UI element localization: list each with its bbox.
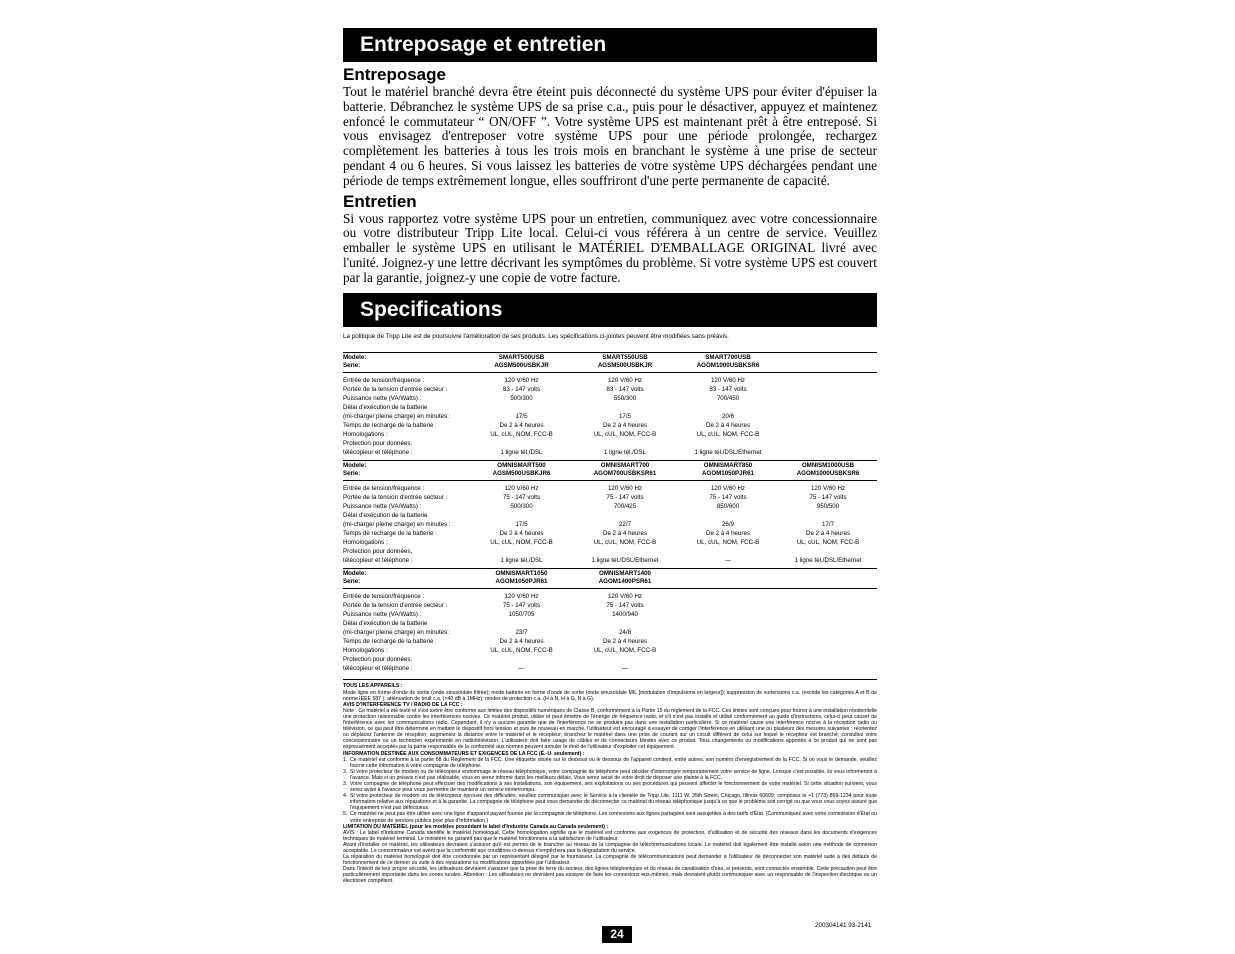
spec-row-protect1 xyxy=(343,440,877,449)
spec-row-label: Temps de recharge de la batterie : xyxy=(343,637,437,645)
spec-row-label: Homologations : xyxy=(343,646,388,654)
spec-row-label: Protection pour données, xyxy=(343,439,413,447)
spec-cell-range: 75 - 147 volts xyxy=(502,494,541,502)
spec-cell-approvals: UL, cUL, NOM, FCC-B xyxy=(593,646,657,654)
spec-cell-empty xyxy=(573,620,677,629)
spec-cell-model: SMART700USB xyxy=(677,352,779,362)
spec-cell-empty xyxy=(779,578,877,588)
spec-cell-series: AGSM500USBKJR6 xyxy=(470,470,573,480)
spec-row-protection xyxy=(343,449,877,460)
spec-cell-range: 75 - 147 volts xyxy=(606,602,644,610)
spec-row-range xyxy=(343,494,877,503)
spec-row-label: Entrée de tension/fréquence : xyxy=(343,485,425,493)
spec-cell-empty xyxy=(779,449,877,460)
spec-row-protection xyxy=(343,557,877,568)
consumer-info-item xyxy=(343,811,877,823)
spec-cell-empty xyxy=(677,665,779,676)
spec-row-approvals xyxy=(343,647,877,656)
spec-row-label: télécopieur et téléphone : xyxy=(343,664,413,672)
spec-cell-voltage: 120 V/60 Hz xyxy=(607,593,643,601)
spec-row-range xyxy=(343,386,877,395)
spec-row-runtime1 xyxy=(343,512,877,521)
spec-cell-empty xyxy=(779,431,877,440)
spec-cell-empty xyxy=(779,395,877,404)
spec-cell-empty xyxy=(779,404,877,413)
spec-cell-protection: 1 ligne tél./DSL/Ethernet xyxy=(794,556,862,564)
spec-cell-voltage: 120 V/60 Hz xyxy=(710,485,746,493)
spec-cell-empty xyxy=(677,647,779,656)
spec-row-range xyxy=(343,602,877,611)
spec-cell-empty xyxy=(779,638,877,647)
consumer-info-text: Votre compagnie de téléphone peut effectuer des modifications à ses installations, son équipement, ses exploitations ou ses procédures qui peuvent affecter le fonctionnement de votre matériel. Si cette situation survient, vous serez avisé à l'avance pour vous permettre de maintenir un service ininterrompu. xyxy=(350,780,877,794)
spec-cell-approvals: UL, cUL, NOM, FCC-B xyxy=(696,538,760,546)
spec-cell-empty xyxy=(677,620,779,629)
specifications-table xyxy=(343,352,877,676)
spec-row-series xyxy=(343,362,877,372)
spec-row-label: Entrée de tension/fréquence : xyxy=(343,377,425,385)
spec-cell-model: OMNISM1000USB xyxy=(779,460,877,470)
spec-row-label: Portée de la tension d'entrée secteur : xyxy=(343,494,448,502)
spec-cell-series: AGOM1400PSR61 xyxy=(573,578,677,588)
spec-cell-power: 700/425 xyxy=(613,503,637,511)
spec-cell-empty xyxy=(677,656,779,665)
consumer-info-number: 2. xyxy=(343,768,348,775)
fcc-text: Note : Ce matériel a été testé et s'est avéré être conforme aux limites des dispositifs numériques de Classe B, conformément à la Partie 15 du règlement de la FCC. Ces limites sont conçues pour fournir à une installation résidentielle une protection raisonnable contre les interférences nocives. Ce matériel produit, utilise et peut émettre de l'énergie de fréquence radio, et s'il n'est pas installé et utilisé conformément au guide d'instructions, celui-ci peut causer de l'interférence avec les communications radio. Cependant, il n'y a aucune garantie que de l'interférence ne se produira pas dans une installation particulière. Si ce matériel cause une interférence nocive à la réception radio ou télévision, ce qui peut être déterminé en mettant le dispositif hors tension et puis de nouveau en marche, l'utilisateur est encouragé à essayer de corriger l'interférence en utilisant une ou plusieurs des mesures suivantes : réorientez ou déplacez l'antenne de réception; augmentez la distance entre le matériel et le récepteur; branchez le matériel dans une prise de courant sur un circuit différent de celui sur lequel le récepteur est branché; consultez votre concessionnaire ou un technicien expérimenté en radio/télévision. L'utilisateur doit faire usage de câbles et de connecteurs blindés avec ce produit. Tous changements ou modifications apportés à ce produit qui ne sont pas expressément acceptés par la partie responsable de la conformité aux normes peuvent annuler le droit de l'utilisateur d'exploiter cet équipement. xyxy=(343,707,877,751)
spec-cell-empty xyxy=(677,512,779,521)
spec-row-recharge xyxy=(343,422,877,431)
spec-cell-empty xyxy=(779,422,877,431)
spec-cell-model: OMNISMART700 xyxy=(573,460,677,470)
spec-cell-series: AGOM700USBKSR61 xyxy=(573,470,677,480)
spec-row-label: Homologations : xyxy=(343,538,388,546)
service-paragraph: Si vous rapportez votre système UPS pour un entretien, communiquez avec votre concessionnaire ou votre distributeur Tripp Lite local. Celui-ci vous référera à un centre de service. Veuillez emballer le système UPS en utilisant le MATÉRIEL D'EMBALLAGE ORIGINAL livré avec l'unité. Joignez-y une lettre décrivant les symptômes du problème. Si votre système UPS est couvert par la garantie, joignez-y une copie de votre facture. xyxy=(343,210,877,285)
spec-cell-recharge: De 2 à 4 heures xyxy=(499,421,544,429)
spec-cell-empty xyxy=(470,548,573,557)
canada-info-list xyxy=(343,830,877,885)
spec-cell-empty xyxy=(677,602,779,611)
spec-row-label: (mi-charge/ pleine charge) en minutes : xyxy=(343,413,451,420)
spec-cell-recharge: De 2 à 4 heures xyxy=(602,637,648,645)
spec-cell-recharge: De 2 à 4 heures xyxy=(705,421,751,429)
spec-cell-protection: 1 ligne tél./DSL xyxy=(500,448,543,456)
page-content xyxy=(343,28,877,885)
spec-cell-runtime: 17/5 xyxy=(515,520,528,528)
spec-row-runtime xyxy=(343,521,877,530)
spec-row-approvals xyxy=(343,539,877,548)
consumer-info-title: INFORMATION DESTINÉE AUX CONSOMMATEURS ET EXIGENCES DE LA FCC (É.-U. seulement) : xyxy=(343,750,585,757)
spec-cell-approvals: UL, cUL, NOM, FCC-B xyxy=(796,538,860,546)
spec-row-power xyxy=(343,611,877,620)
spec-cell-series: AGOM1050PJR61 xyxy=(677,470,779,480)
spec-cell-empty xyxy=(779,629,877,638)
spec-cell-recharge: De 2 à 4 heures xyxy=(499,529,544,537)
spec-cell-approvals: UL, cUL, NOM, FCC-B xyxy=(593,538,657,546)
spec-cell-series: AGOM1050PJR61 xyxy=(470,578,573,588)
spec-row-protect1 xyxy=(343,548,877,557)
spec-row-voltage xyxy=(343,373,877,386)
spec-cell-empty xyxy=(779,665,877,676)
spec-cell-range: 75 - 147 volts xyxy=(709,494,747,502)
spec-cell-empty xyxy=(677,629,779,638)
spec-cell-runtime: 22/7 xyxy=(618,520,632,528)
spec-cell-empty xyxy=(470,440,573,449)
spec-cell-empty xyxy=(677,589,779,602)
spec-row-label: Puissance nette (VA/Watts) : xyxy=(343,503,422,511)
spec-row-label: Délai d'exécution de la batterie xyxy=(343,404,428,412)
spec-cell-model: OMNISMART1050 xyxy=(470,568,573,578)
spec-cell-empty xyxy=(470,404,573,413)
spec-cell-approvals: UL, cUL, NOM, FCC-B xyxy=(490,430,553,438)
spec-row-runtime1 xyxy=(343,620,877,629)
spec-cell-power: 1400/940 xyxy=(612,611,638,619)
spec-cell-empty xyxy=(573,512,677,521)
spec-cell-empty xyxy=(779,611,877,620)
spec-row-label: Portée de la tension d'entrée secteur : xyxy=(343,386,448,394)
consumer-info-text: Si votre protecteur de modem ou de télécopieur endommage le réseau téléphonique, votre compagnie de téléphone peut décider d'interrompre temporairement votre service de ligne. Lorsque c'est possible, ils vous informeront à l'avance. Mais si un préavis n'est pas réalisable, vous en serez informé dans les meilleurs délais. Vous serez avisé de votre droit de déposer une plainte à la FCC. xyxy=(350,768,877,781)
spec-cell-voltage: 120 V/60 Hz xyxy=(810,485,846,493)
spec-row-model xyxy=(343,460,877,470)
spec-cell-runtime: 20/6 xyxy=(721,413,735,420)
spec-row-label: Puissance nette (VA/Watts) : xyxy=(343,611,422,619)
spec-cell-series: AGOM1000USBKSR6 xyxy=(779,470,877,480)
spec-cell-empty xyxy=(779,589,877,602)
spec-cell-protection: 1 ligne tél./DSL xyxy=(604,448,646,456)
spec-row-label: télécopieur et téléphone : xyxy=(343,448,413,456)
spec-cell-series: AGOM1000USBKSR6 xyxy=(677,362,779,372)
spec-cell-voltage: 120 V/60 Hz xyxy=(504,593,539,601)
spec-row-protect1 xyxy=(343,656,877,665)
spec-cell-range: 75 - 147 volts xyxy=(502,602,541,610)
spec-cell-protection: — xyxy=(621,664,629,672)
storage-paragraph: Tout le matériel branché devra être éteint puis déconnecté du système UPS pour éviter d'épuiser la batterie. Débranchez le système UPS de sa prise c.a., puis pour le désactiver, appuyez et maintenez enfoncé le commutateur “ ON/OFF ”. Votre système UPS est maintenant prêt à être entreposé. Si vous envisagez d'entreposer votre système UPS pour une période prolongée, rechargez complètement les batteries à tous les trois mois en branchant le système à une prise de secteur pendant 4 ou 6 heures. Si vous laissez les batteries de votre système UPS déchargées pendant une période de temps extrêmement longue, elles souffriront d'une perte permanente de capacité. xyxy=(343,84,877,188)
spec-cell-empty xyxy=(779,602,877,611)
spec-row-recharge xyxy=(343,638,877,647)
spec-cell-empty xyxy=(779,386,877,395)
spec-cell-approvals: UL, cUL, NOM, FCC-B xyxy=(490,646,553,654)
spec-cell-recharge: De 2 à 4 heures xyxy=(602,529,648,537)
spec-row-label: Protection pour données, xyxy=(343,655,413,663)
spec-cell-empty xyxy=(779,620,877,629)
spec-cell-empty xyxy=(779,647,877,656)
spec-cell-runtime: 26/9 xyxy=(721,520,735,528)
spec-cell-power: 550/300 xyxy=(613,395,637,403)
spec-row-label: Temps de recharge de la batterie : xyxy=(343,421,437,429)
spec-row-label: télécopieur et téléphone : xyxy=(343,556,413,564)
spec-row-label: (mi-charge/ pleine charge) en minutes : xyxy=(343,520,451,528)
spec-cell-empty xyxy=(779,413,877,422)
spec-cell-model: SMART550USB xyxy=(573,352,677,362)
consumer-info-number: 3. xyxy=(343,780,348,787)
spec-cell-empty xyxy=(779,440,877,449)
spec-cell-empty xyxy=(573,440,677,449)
spec-cell-series: AGSM500USBKJR xyxy=(573,362,677,372)
spec-cell-empty xyxy=(573,548,677,557)
regulatory-notes xyxy=(343,679,877,884)
spec-cell-range: 83 - 147 volts xyxy=(502,386,541,394)
spec-row-label: Modele: xyxy=(343,352,470,362)
spec-cell-protection: 1 ligne tél./DSL/Ethernet xyxy=(694,448,762,456)
consumer-info-text: Ce matériel ne peut pas être utilisé avec une ligne d'appareil payant fournie par la compagnie de téléphone. Les connexions aux lignes partagées sont assujetties à des tarifs d'État. (Communiquez avec votre commission d'État ou votre entreprise de services publics pour plus d'information.) xyxy=(350,811,877,824)
spec-cell-empty xyxy=(677,611,779,620)
spec-row-label: Serie: xyxy=(343,362,470,372)
spec-cell-empty xyxy=(779,373,877,386)
spec-cell-protection: — xyxy=(518,664,525,672)
canada-paragraph: La réparation du matériel homologué doit être coordonnée par un représentant désigné par le fournisseur. La compagnie de télécommunications peut demander à l'utilisateur de déconnecter son matériel suite à des défauts de fonctionnement de ce dernier ou suite à des réparations ou modifications apportées par l'utilisateur. xyxy=(343,854,877,867)
spec-row-runtime xyxy=(343,629,877,638)
canada-title: LIMITATION DU MATÉRIEL (pour les modèles possédant le label d'Industrie Canada au Canada seulement) : xyxy=(343,823,609,830)
service-heading: Entretien xyxy=(343,191,417,211)
specifications-banner: Specifications xyxy=(343,293,877,327)
consumer-info-number: 5. xyxy=(343,811,348,818)
spec-cell-model: SMART500USB xyxy=(470,352,573,362)
spec-cell-empty xyxy=(779,656,877,665)
spec-cell-model: OMNISMART850 xyxy=(677,460,779,470)
spec-cell-empty xyxy=(779,548,877,557)
spec-cell-protection: — xyxy=(724,556,732,564)
spec-cell-power: 850/600 xyxy=(716,503,740,511)
storage-service-banner: Entreposage et entretien xyxy=(343,28,877,62)
canada-paragraph: AVIS : Le label d'Industrie Canada identifie le matériel homologué. Cette homologation signifie que le matériel est conforme aux exigences de protection, d'utilisation et de sécurité des réseaux dans les documents d'exigences techniques de matériel terminal. Le ministère ne garantit pas que le matériel fonctionnera à la satisfaction de l'utilisateur. xyxy=(343,829,877,842)
spec-cell-empty xyxy=(677,568,779,578)
spec-row-label: Serie: xyxy=(343,470,470,480)
spec-cell-power: 500/300 xyxy=(510,503,533,511)
spec-cell-range: 83 - 147 volts xyxy=(709,386,747,394)
spec-cell-approvals: UL, cUL, NOM, FCC-B xyxy=(593,430,657,438)
spec-row-label: Temps de recharge de la batterie : xyxy=(343,529,437,537)
all-units-title: TOUS LES APPAREILS : xyxy=(343,683,403,690)
spec-row-label: Serie: xyxy=(343,578,470,588)
spec-cell-protection: 1 ligne tél./DSL xyxy=(500,556,543,564)
spec-cell-range: 75 - 147 volts xyxy=(606,494,644,502)
consumer-info-list xyxy=(343,757,877,824)
spec-cell-protection: 1 ligne tél./DSL/Ethernet xyxy=(591,556,659,564)
spec-row-runtime1 xyxy=(343,404,877,413)
spec-cell-empty xyxy=(779,568,877,578)
spec-row-series xyxy=(343,470,877,480)
spec-cell-model: OMNISMART500 xyxy=(470,460,573,470)
spec-cell-voltage: 120 V/60 Hz xyxy=(504,377,539,385)
page-number: 24 xyxy=(602,926,632,943)
spec-cell-empty xyxy=(677,578,779,588)
spec-cell-empty xyxy=(573,656,677,665)
all-units-text: Mode ligne en forme d'onde de sortie (onde sinusoïdale filtrée); mode batterie en forme d'onde de sortie (onde sinusoïdale MIL [modulation d'impulsions en largeur]); suppression de surtensions c.a. (excède les catégories A et B de norme IEEE 587 ); atténuation de bruit c.a. (>40 dB à 1MHz); modes de protection c.a. (H à N, H à G, N à G). xyxy=(343,689,877,702)
spec-cell-approvals: UL, cUL, NOM, FCC-B xyxy=(490,538,553,546)
spec-row-model xyxy=(343,352,877,362)
spec-cell-recharge: De 2 à 4 heures xyxy=(602,421,648,429)
canada-paragraph: Dans l'intérêt de leur propre sécurité, les utilisateurs devraient s'assurer que la prise de terre du secteur, des lignes téléphoniques et du réseau de canalisation d'eau, si présents, sont connectés ensemble. Cette précaution peut être particulièrement importante dans les zones rurales. Attention : Les utilisateurs ne devraient pas essayer de faire les connexions eux-mêmes, mais devraient plutôt communiquer avec un responsable de l'inspection électrique ou un électricien compétent. xyxy=(343,866,877,885)
spec-cell-power: 700/450 xyxy=(716,395,740,403)
spec-cell-empty xyxy=(677,404,779,413)
spec-row-label: (mi-charge/ pleine charge) en minutes : xyxy=(343,628,451,636)
spec-row-series xyxy=(343,578,877,588)
consumer-info-text: Si votre protecteur de modem ou de télécopieur éprouve des difficultés, veuillez communiquer avec le Service à la clientèle de Tripp Lite, 1111 W. 35th Street, Chicago, Illinois 60609; composez le +1 (773) 869-1234 pour toute information relative aux réparations et à la garantie. La compagnie de téléphone peut vous demander de déconnecter ce matériel du réseau téléphonique jusqu'à ce que le problème soit corrigé ou que vous vous soyez assuré que l'équipement n'est pas défectueux. xyxy=(350,793,877,812)
spec-cell-voltage: 120 V/60 Hz xyxy=(607,485,643,493)
document-number: 200304141 93-2141 xyxy=(815,922,872,929)
spec-cell-voltage: 120 V/60 Hz xyxy=(504,485,539,493)
spec-row-label: Délai d'exécution de la batterie xyxy=(343,512,428,520)
spec-cell-range: 83 - 147 volts xyxy=(606,386,644,394)
spec-cell-voltage: 120 V/60 Hz xyxy=(607,377,643,385)
consumer-info-number: 1. xyxy=(343,756,348,763)
spec-cell-recharge: De 2 à 4 heures xyxy=(805,529,851,537)
spec-cell-empty xyxy=(779,352,877,362)
storage-heading: Entreposage xyxy=(343,65,446,84)
spec-row-power xyxy=(343,503,877,512)
spec-cell-recharge: De 2 à 4 heures xyxy=(705,529,751,537)
consumer-info-number: 4. xyxy=(343,793,348,800)
spec-cell-empty xyxy=(779,512,877,521)
consumer-info-item xyxy=(343,757,877,769)
spec-row-label: Homologations : xyxy=(343,430,388,438)
spec-row-model xyxy=(343,568,877,578)
spec-row-label: Puissance nette (VA/Watts) : xyxy=(343,395,422,403)
spec-row-power xyxy=(343,395,877,404)
fcc-title: AVIS D'INTERFÉRENCE TV / RADIO DE LA FCC : xyxy=(343,701,463,708)
spec-row-recharge xyxy=(343,530,877,539)
spec-cell-power: 500/300 xyxy=(510,395,533,403)
spec-cell-model: OMNISMART1400 xyxy=(573,568,677,578)
spec-cell-approvals: UL, cUL, NOM, FCC-B xyxy=(696,430,760,438)
spec-cell-recharge: De 2 à 4 heures xyxy=(499,637,544,645)
spec-cell-runtime: 17/5 xyxy=(515,413,528,420)
spec-row-approvals xyxy=(343,431,877,440)
spec-cell-empty xyxy=(677,548,779,557)
spec-cell-runtime: 23/7 xyxy=(515,628,528,636)
spec-cell-voltage: 120 V/60 Hz xyxy=(710,377,746,385)
spec-row-label: Modele: xyxy=(343,568,470,578)
spec-cell-empty xyxy=(677,440,779,449)
spec-cell-empty xyxy=(470,512,573,521)
spec-cell-range: 75 - 147 volts xyxy=(809,494,847,502)
spec-cell-empty xyxy=(470,620,573,629)
spec-cell-empty xyxy=(573,404,677,413)
spec-row-protection xyxy=(343,665,877,676)
spec-cell-power: 950/500 xyxy=(816,503,840,511)
consumer-info-item xyxy=(343,793,877,811)
specifications-intro: La politique de Tripp Lite est de poursuivre l'amélioration de ses produits. Les spécifications ci-jointes peuvent être modifiées sans préavis. xyxy=(343,332,729,340)
spec-cell-series: AGSM500USBKJR xyxy=(470,362,573,372)
consumer-info-text: Ce matériel est conforme à la partie 68 du Règlement de la FCC. Une étiquette située sur le dessous ou le dessous de l'appareil contient, entre autres, son numéro d'enregistrement de la FCC. Si on vous le demande, veuillez fournir cette information à votre compagnie de téléphone. xyxy=(350,756,877,769)
spec-row-label: Portée de la tension d'entrée secteur : xyxy=(343,602,448,610)
spec-row-label: Entrée de tension/fréquence : xyxy=(343,593,425,601)
canada-paragraph: Avant d'installer ce matériel, les utilisateurs devraient s'assurer qu'il est permis de le brancher au réseau de la compagnie de télécommunications locale. Le matériel doit également être installé selon une méthode de connexion acceptable. Le consommateur est averti que la conformité aux conditions ci-dessus n'empêchera pas la dégradation du service. xyxy=(343,841,877,854)
spec-cell-empty xyxy=(677,638,779,647)
consumer-info-item xyxy=(343,781,877,793)
spec-cell-power: 1050/705 xyxy=(508,611,535,619)
spec-cell-runtime: 24/8 xyxy=(618,628,632,636)
spec-row-label: Délai d'exécution de la batterie xyxy=(343,620,428,628)
spec-cell-runtime: 17/7 xyxy=(821,520,835,528)
spec-cell-runtime: 17/5 xyxy=(618,413,632,420)
consumer-info-item xyxy=(343,769,877,781)
spec-row-voltage xyxy=(343,481,877,494)
spec-cell-empty xyxy=(470,656,573,665)
spec-row-label: Modele: xyxy=(343,460,470,470)
spec-row-label: Protection pour données, xyxy=(343,547,413,555)
spec-row-voltage xyxy=(343,589,877,602)
spec-row-runtime xyxy=(343,413,877,422)
spec-cell-empty xyxy=(779,362,877,372)
